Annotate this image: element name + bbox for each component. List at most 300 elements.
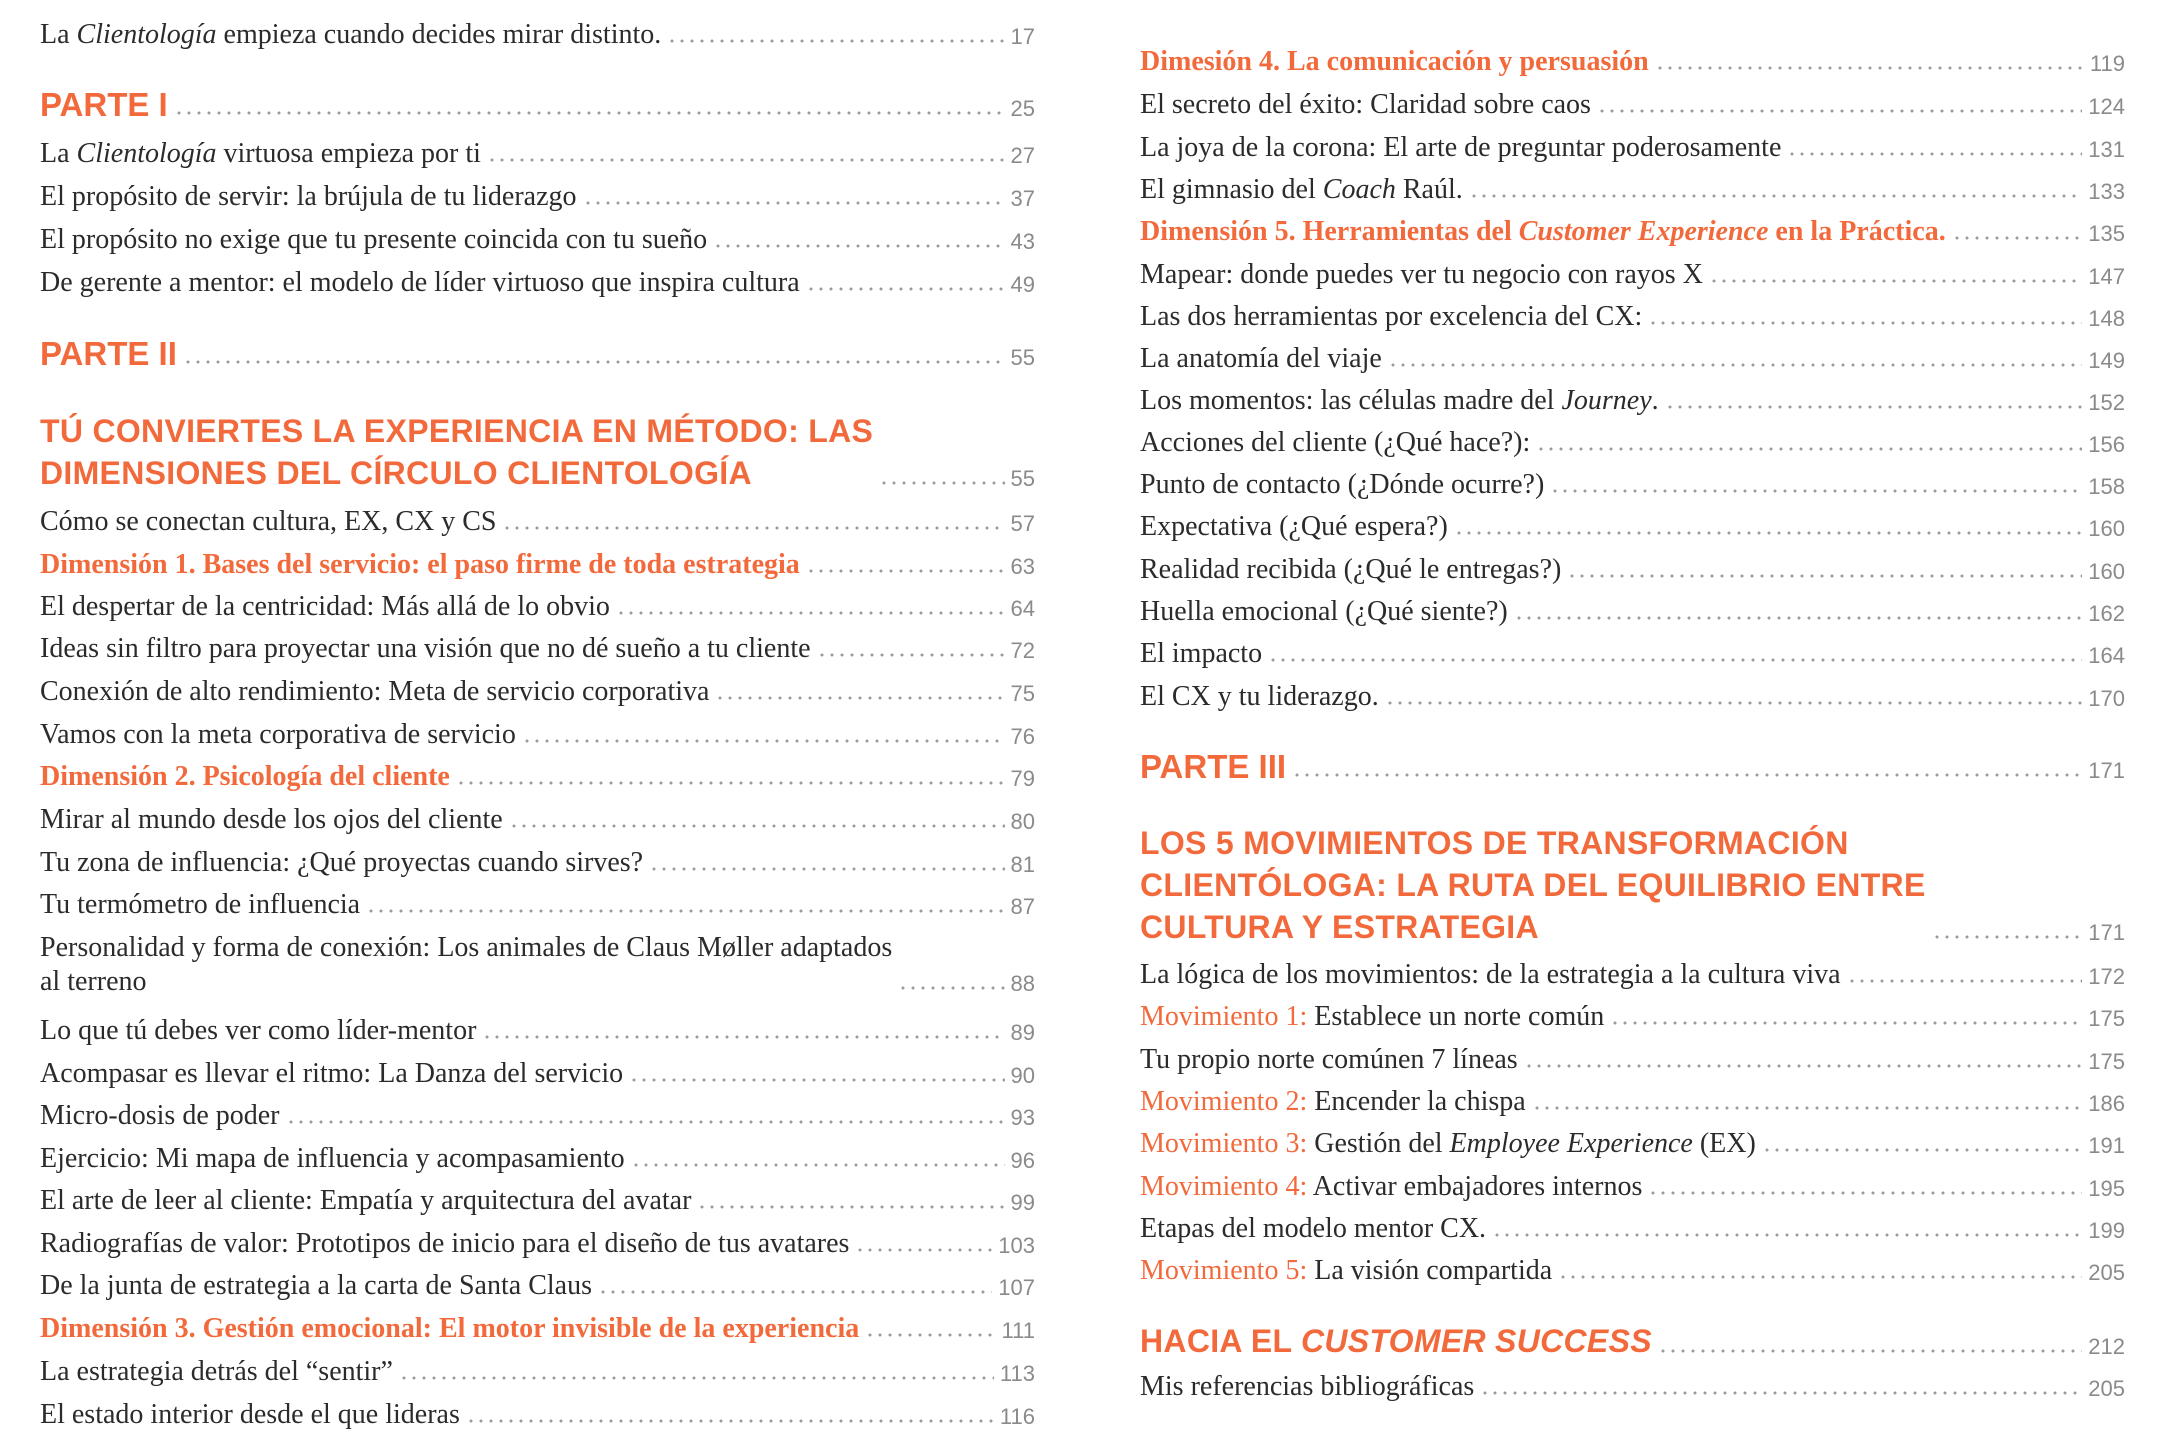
toc-entry bbox=[1140, 426, 2125, 460]
page-number: 55 bbox=[1010, 345, 1035, 370]
entry-title bbox=[40, 1355, 393, 1389]
page-number: 119 bbox=[2089, 51, 2125, 76]
page-number: 147 bbox=[2088, 264, 2125, 289]
page-number: 27 bbox=[1010, 143, 1035, 168]
toc-entry bbox=[1140, 553, 2125, 587]
entry-title bbox=[40, 1099, 280, 1133]
entry-title bbox=[1140, 748, 1286, 786]
title-segment: El CX y tu liderazgo. bbox=[1140, 681, 1379, 712]
page-number: 87 bbox=[1010, 894, 1035, 919]
page-number: 90 bbox=[1010, 1063, 1035, 1088]
dot-leader bbox=[616, 606, 1005, 616]
page-number: 81 bbox=[1010, 852, 1035, 877]
entry-title bbox=[1140, 1127, 1756, 1161]
page-number: 75 bbox=[1010, 681, 1035, 706]
dot-leader bbox=[806, 564, 1005, 574]
toc-entry bbox=[40, 18, 1035, 52]
entry-title bbox=[1140, 173, 1463, 207]
title-segment: Expectativa (¿Qué espera?) bbox=[1140, 511, 1448, 542]
title-segment: virtuosa empieza por ti bbox=[216, 138, 481, 169]
page-number: 186 bbox=[2088, 1091, 2125, 1116]
entry-title bbox=[40, 1227, 849, 1261]
toc-section-heading bbox=[1140, 822, 2125, 948]
toc-entry bbox=[40, 888, 1035, 922]
entry-title bbox=[40, 803, 503, 837]
toc-part-heading bbox=[1140, 748, 2125, 786]
toc-entry bbox=[40, 632, 1035, 666]
title-segment: El estado interior desde el que lideras bbox=[40, 1399, 460, 1430]
entry-title bbox=[1140, 384, 1659, 418]
toc-entry bbox=[40, 846, 1035, 880]
title-segment: Establece un norte común bbox=[1307, 1001, 1605, 1032]
title-segment: Dimesión 4. La comunicación y persuasión bbox=[1140, 46, 1649, 77]
page-number: 116 bbox=[999, 1404, 1035, 1429]
entry-title bbox=[1140, 1000, 1604, 1034]
toc-entry bbox=[1140, 88, 2125, 122]
dot-leader bbox=[1536, 442, 2082, 452]
entry-title bbox=[40, 1014, 476, 1048]
entry-title bbox=[40, 505, 496, 539]
dot-leader bbox=[697, 1200, 1004, 1210]
entry-title bbox=[1140, 215, 1946, 249]
entry-title bbox=[1140, 258, 1703, 292]
toc-entry bbox=[1140, 637, 2125, 671]
entry-title bbox=[1140, 1043, 1518, 1077]
toc-entry bbox=[1140, 510, 2125, 544]
dot-leader bbox=[1480, 1386, 2082, 1396]
entry-title bbox=[40, 888, 360, 922]
toc-entry bbox=[1140, 1254, 2125, 1288]
dot-leader bbox=[1524, 1059, 2083, 1069]
toc-section-heading bbox=[1140, 1320, 2125, 1362]
toc-entry bbox=[40, 1099, 1035, 1133]
page-number: 49 bbox=[1010, 272, 1035, 297]
entry-title bbox=[40, 266, 800, 300]
title-segment: Activar embajadores internos bbox=[1307, 1171, 1643, 1202]
title-segment: El gimnasio del bbox=[1140, 174, 1323, 205]
dot-leader bbox=[898, 981, 1004, 991]
page-number: 124 bbox=[2088, 94, 2125, 119]
title-segment: Gestión del bbox=[1307, 1128, 1450, 1159]
page-number: 88 bbox=[1010, 971, 1035, 996]
page-number: 55 bbox=[1010, 466, 1035, 491]
title-segment: La bbox=[40, 138, 77, 169]
toc-entry bbox=[40, 675, 1035, 709]
dot-leader bbox=[598, 1285, 992, 1295]
toc-dimension-entry bbox=[40, 760, 1035, 794]
title-segment: El despertar de la centricidad: Más allá de lo obvio bbox=[40, 591, 610, 622]
dot-leader bbox=[466, 1414, 994, 1424]
title-segment: Coach bbox=[1322, 174, 1396, 205]
toc-entry bbox=[1140, 1170, 2125, 1204]
title-segment: Lo que tú debes ver como líder-mentor bbox=[40, 1015, 477, 1046]
page-number: 57 bbox=[1010, 511, 1035, 536]
title-segment: La anatomía del viaje bbox=[1140, 343, 1382, 374]
dot-leader bbox=[1567, 569, 2082, 579]
page-number: 160 bbox=[2088, 516, 2125, 541]
toc-entry bbox=[1140, 1127, 2125, 1161]
page-number: 133 bbox=[2088, 179, 2125, 204]
title-segment: Mirar al mundo desde los ojos del cliente bbox=[40, 804, 503, 835]
page-number: 113 bbox=[999, 1361, 1035, 1386]
toc-entry bbox=[40, 1142, 1035, 1176]
title-segment: LOS 5 MOVIMIENTOS DE TRANSFORMACIÓN bbox=[1140, 825, 1849, 861]
toc-entry bbox=[1140, 384, 2125, 418]
dot-leader bbox=[1787, 147, 2082, 157]
title-segment: Journey bbox=[1561, 385, 1652, 416]
title-segment: Micro-dosis de poder bbox=[40, 1100, 280, 1131]
entry-title bbox=[1140, 680, 1379, 714]
title-segment: La bbox=[40, 19, 77, 50]
page-number: 107 bbox=[998, 1275, 1035, 1300]
dot-leader bbox=[629, 1073, 1004, 1083]
title-segment: Ideas sin filtro para proyectar una visión que no dé sueño a tu cliente bbox=[40, 633, 811, 664]
title-segment: Acompasar es llevar el ritmo: La Danza del servicio bbox=[40, 1058, 624, 1089]
title-segment: Acciones del cliente (¿Qué hace?): bbox=[1140, 427, 1531, 458]
page-number: 195 bbox=[2088, 1176, 2125, 1201]
title-segment: Dimensión 5. Herramientas del bbox=[1140, 216, 1519, 247]
page-number: 17 bbox=[1010, 24, 1035, 49]
entry-title bbox=[1140, 1212, 1486, 1246]
toc-entry bbox=[40, 1398, 1035, 1432]
toc-entry bbox=[1140, 258, 2125, 292]
toc-entry bbox=[1140, 300, 2125, 334]
title-segment: Encender la chispa bbox=[1307, 1086, 1526, 1117]
entry-title bbox=[40, 1269, 592, 1303]
page-number: 160 bbox=[2088, 559, 2125, 584]
page-number: 96 bbox=[1010, 1148, 1035, 1173]
title-segment: El secreto del éxito: Claridad sobre caos bbox=[1140, 89, 1591, 120]
title-segment: HACIA EL bbox=[1140, 1323, 1301, 1359]
page-number: 175 bbox=[2088, 1006, 2125, 1031]
dot-leader bbox=[1932, 930, 2083, 940]
dot-leader bbox=[1648, 1186, 2082, 1196]
dot-leader bbox=[286, 1115, 1005, 1125]
dot-leader bbox=[1292, 768, 2082, 778]
title-segment: Dimensión 2. Psicología del cliente bbox=[40, 761, 450, 792]
page-number: 131 bbox=[2088, 137, 2125, 162]
movement-label: Movimiento 5: bbox=[1140, 1255, 1308, 1286]
title-segment: Dimensión 1. Bases del servicio: el paso firme de toda estrategia bbox=[40, 549, 800, 580]
movement-label: Movimiento 2: bbox=[1140, 1086, 1308, 1117]
entry-title bbox=[40, 18, 661, 52]
page-number: 76 bbox=[1010, 724, 1035, 749]
dot-leader bbox=[1952, 231, 2083, 241]
dot-leader bbox=[806, 282, 1005, 292]
toc-entry bbox=[40, 1355, 1035, 1389]
title-segment: Tu termómetro de influencia bbox=[40, 889, 361, 920]
entry-title bbox=[40, 180, 577, 214]
page-number: 99 bbox=[1010, 1190, 1035, 1215]
movement-label: Movimiento 4: bbox=[1140, 1171, 1308, 1202]
toc-entry bbox=[40, 1227, 1035, 1261]
page-number: 72 bbox=[1010, 638, 1035, 663]
entry-title bbox=[1140, 1254, 1552, 1288]
dot-leader bbox=[667, 34, 1004, 44]
toc-part-heading bbox=[40, 335, 1035, 373]
title-segment: empieza cuando decides mirar distinto. bbox=[216, 19, 662, 50]
page-number: 171 bbox=[2088, 758, 2125, 783]
dot-leader bbox=[1610, 1016, 2082, 1026]
toc-entry bbox=[40, 1184, 1035, 1218]
title-segment: CULTURA Y ESTRATEGIA bbox=[1140, 909, 1539, 945]
toc-dimension-entry bbox=[40, 1312, 1035, 1346]
dot-leader bbox=[817, 648, 1005, 658]
entry-title bbox=[40, 718, 516, 752]
dot-leader bbox=[583, 196, 1005, 206]
page-number: 175 bbox=[2088, 1049, 2125, 1074]
dot-leader bbox=[1454, 526, 2082, 536]
entry-title bbox=[1140, 468, 1544, 502]
entry-title bbox=[1140, 1085, 1526, 1119]
dot-leader bbox=[855, 1243, 992, 1253]
entry-title bbox=[40, 1184, 691, 1218]
page-number: 156 bbox=[2088, 432, 2125, 457]
dot-leader bbox=[1847, 974, 2083, 984]
page-number: 199 bbox=[2088, 1218, 2125, 1243]
dot-leader bbox=[1492, 1228, 2082, 1238]
toc-entry bbox=[40, 223, 1035, 257]
toc-entry bbox=[40, 1269, 1035, 1303]
dot-leader bbox=[183, 355, 1005, 365]
page-number: 164 bbox=[2088, 643, 2125, 668]
dot-leader bbox=[1385, 696, 2083, 706]
title-segment: La estrategia detrás del “sentir” bbox=[40, 1356, 393, 1387]
page-number: 93 bbox=[1010, 1105, 1035, 1130]
toc-entry bbox=[1140, 1370, 2125, 1404]
title-segment: Cómo se conectan cultura, EX, CX y CS bbox=[40, 506, 497, 537]
dot-leader bbox=[1532, 1101, 2083, 1111]
page-number: 64 bbox=[1010, 596, 1035, 621]
dot-leader bbox=[649, 862, 1004, 872]
toc-entry bbox=[1140, 958, 2125, 992]
dot-leader bbox=[1597, 104, 2082, 114]
title-segment: al terreno bbox=[40, 966, 147, 997]
page-number: 162 bbox=[2088, 601, 2125, 626]
entry-title bbox=[40, 137, 481, 171]
dot-leader bbox=[509, 819, 1005, 829]
page-number: 205 bbox=[2088, 1376, 2125, 1401]
entry-title bbox=[40, 590, 610, 624]
title-segment: Dimensión 3. Gestión emocional: El motor invisible de la experiencia bbox=[40, 1313, 860, 1344]
toc-entry bbox=[1140, 595, 2125, 629]
page-number: 103 bbox=[998, 1233, 1035, 1258]
title-segment: Employee Experience bbox=[1449, 1128, 1693, 1159]
dot-leader bbox=[1558, 1270, 2082, 1280]
entry-title bbox=[40, 1057, 623, 1091]
page-number: 148 bbox=[2088, 306, 2125, 331]
entry-title bbox=[1140, 131, 1781, 165]
entry-title bbox=[1140, 958, 1841, 992]
toc-entry bbox=[1140, 1043, 2125, 1077]
page-number: 79 bbox=[1010, 766, 1035, 791]
entry-title bbox=[1140, 553, 1561, 587]
title-segment: Raúl. bbox=[1395, 174, 1463, 205]
toc-entry bbox=[1140, 173, 2125, 207]
dot-leader bbox=[1658, 1344, 2082, 1354]
page-number: 89 bbox=[1010, 1020, 1035, 1045]
title-segment: El propósito de servir: la brújula de tu liderazgo bbox=[40, 181, 577, 212]
dot-leader bbox=[1469, 189, 2083, 199]
entry-title bbox=[40, 1312, 859, 1346]
toc-entry bbox=[1140, 680, 2125, 714]
entry-title bbox=[1140, 595, 1508, 629]
dot-leader bbox=[1514, 611, 2083, 621]
dot-leader bbox=[487, 153, 1005, 163]
entry-title bbox=[1140, 510, 1448, 544]
title-segment: en la Práctica. bbox=[1768, 216, 1946, 247]
page-number: 172 bbox=[2088, 964, 2125, 989]
toc-entry bbox=[40, 718, 1035, 752]
toc-entry bbox=[1140, 1000, 2125, 1034]
entry-title bbox=[40, 548, 800, 582]
toc-entry bbox=[40, 137, 1035, 171]
title-segment: Las dos herramientas por excelencia del CX: bbox=[1140, 301, 1643, 332]
entry-title bbox=[1140, 342, 1382, 376]
toc-dimension-entry bbox=[1140, 215, 2125, 249]
dot-leader bbox=[1648, 316, 2082, 326]
dot-leader bbox=[366, 904, 1004, 914]
title-segment: La visión compartida bbox=[1307, 1255, 1553, 1286]
page-number: 152 bbox=[2088, 390, 2125, 415]
toc-entry bbox=[40, 266, 1035, 300]
entry-title bbox=[40, 931, 892, 999]
title-segment: Tu propio norte comúnen 7 líneas bbox=[1140, 1044, 1518, 1075]
title-segment: Mapear: donde puedes ver tu negocio con rayos X bbox=[1140, 259, 1703, 290]
entry-title bbox=[1140, 1370, 1474, 1404]
title-segment: Mis referencias bibliográficas bbox=[1140, 1371, 1475, 1402]
dot-leader bbox=[865, 1328, 995, 1338]
toc-entry bbox=[40, 590, 1035, 624]
movement-label: Movimiento 1: bbox=[1140, 1001, 1308, 1032]
page-number: 111 bbox=[1001, 1318, 1035, 1343]
dot-leader bbox=[879, 476, 1004, 486]
dot-leader bbox=[399, 1371, 994, 1381]
title-segment: PARTE III bbox=[1140, 748, 1287, 785]
title-segment: . bbox=[1651, 385, 1659, 416]
toc-dimension-entry bbox=[40, 548, 1035, 582]
entry-title bbox=[40, 675, 709, 709]
entry-title bbox=[40, 846, 643, 880]
page-number: 63 bbox=[1010, 554, 1035, 579]
entry-title bbox=[40, 760, 450, 794]
dot-leader bbox=[713, 239, 1004, 249]
page-number: 149 bbox=[2088, 348, 2125, 373]
title-segment: Clientología bbox=[76, 19, 217, 50]
title-segment: El propósito no exige que tu presente coincida con tu sueño bbox=[40, 224, 708, 255]
title-segment: Los momentos: las células madre del bbox=[1140, 385, 1562, 416]
page-number: 135 bbox=[2088, 221, 2125, 246]
title-segment: Huella emocional (¿Qué siente?) bbox=[1140, 596, 1508, 627]
dot-leader bbox=[715, 691, 1004, 701]
title-segment: Ejercicio: Mi mapa de influencia y acompasamiento bbox=[40, 1143, 625, 1174]
title-segment: Punto de contacto (¿Dónde ocurre?) bbox=[1140, 469, 1545, 500]
entry-title bbox=[40, 1142, 625, 1176]
title-segment: El impacto bbox=[1140, 638, 1263, 669]
toc-entry bbox=[1140, 468, 2125, 502]
toc-entry bbox=[40, 931, 1035, 999]
toc-entry bbox=[40, 803, 1035, 837]
entry-title bbox=[40, 410, 873, 494]
title-segment: (EX) bbox=[1692, 1128, 1756, 1159]
entry-title bbox=[40, 1398, 460, 1432]
dot-leader bbox=[482, 1030, 1004, 1040]
dot-leader bbox=[502, 521, 1004, 531]
page-number: 158 bbox=[2088, 474, 2125, 499]
toc-entry bbox=[40, 1014, 1035, 1048]
toc-part-heading bbox=[40, 86, 1035, 124]
page-number: 37 bbox=[1010, 186, 1035, 211]
dot-leader bbox=[1709, 274, 2082, 284]
dot-leader bbox=[456, 776, 1005, 786]
entry-title bbox=[40, 335, 177, 373]
dot-leader bbox=[1388, 358, 2083, 368]
page-number: 205 bbox=[2088, 1260, 2125, 1285]
entry-title bbox=[1140, 45, 1649, 79]
title-segment: El arte de leer al cliente: Empatía y arquitectura del avatar bbox=[40, 1185, 692, 1216]
dot-leader bbox=[1762, 1143, 2082, 1153]
toc-entry bbox=[40, 505, 1035, 539]
title-segment: Clientología bbox=[76, 138, 217, 169]
page-number: 171 bbox=[2088, 920, 2125, 945]
toc-entry bbox=[1140, 342, 2125, 376]
title-segment: Realidad recibida (¿Qué le entregas?) bbox=[1140, 554, 1562, 585]
dot-leader bbox=[631, 1158, 1005, 1168]
entry-title bbox=[1140, 637, 1262, 671]
title-segment: La lógica de los movimientos: de la estrategia a la cultura viva bbox=[1140, 959, 1841, 990]
toc-dimension-entry bbox=[1140, 45, 2125, 79]
title-segment: Tu zona de influencia: ¿Qué proyectas cuando sirves? bbox=[40, 847, 644, 878]
title-segment: Etapas del modelo mentor CX. bbox=[1140, 1213, 1487, 1244]
title-segment: Conexión de alto rendimiento: Meta de servicio corporativa bbox=[40, 676, 710, 707]
toc-entry bbox=[1140, 1085, 2125, 1119]
entry-title bbox=[1140, 1320, 1652, 1362]
title-segment: PARTE II bbox=[40, 335, 177, 372]
dot-leader bbox=[1268, 653, 2082, 663]
entry-title bbox=[1140, 426, 1530, 460]
toc-entry bbox=[40, 1057, 1035, 1091]
toc-entry bbox=[40, 180, 1035, 214]
title-segment: Personalidad y forma de conexión: Los animales de Claus Møller adaptados bbox=[40, 932, 893, 963]
entry-title bbox=[1140, 822, 1926, 948]
toc-section-heading bbox=[40, 410, 1035, 494]
dot-leader bbox=[1655, 61, 2084, 71]
page-number: 191 bbox=[2088, 1133, 2125, 1158]
entry-title bbox=[40, 632, 811, 666]
title-segment: La joya de la corona: El arte de preguntar poderosamente bbox=[1140, 132, 1782, 163]
toc-entry bbox=[1140, 131, 2125, 165]
entry-title bbox=[40, 223, 707, 257]
dot-leader bbox=[522, 734, 1005, 744]
title-segment: DIMENSIONES DEL CÍRCULO CLIENTOLOGÍA bbox=[40, 455, 752, 491]
page-number: 170 bbox=[2088, 686, 2125, 711]
title-segment: Radiografías de valor: Prototipos de inicio para el diseño de tus avatares bbox=[40, 1228, 850, 1259]
movement-label: Movimiento 3: bbox=[1140, 1128, 1308, 1159]
entry-title bbox=[1140, 1170, 1642, 1204]
page-number: 80 bbox=[1010, 809, 1035, 834]
entry-title bbox=[40, 86, 168, 124]
title-segment: CLIENTÓLOGA: LA RUTA DEL EQUILIBRIO ENTRE bbox=[1140, 867, 1926, 903]
page-number: 25 bbox=[1010, 96, 1035, 121]
title-segment: De gerente a mentor: el modelo de líder virtuoso que inspira cultura bbox=[40, 267, 800, 298]
title-segment: TÚ CONVIERTES LA EXPERIENCIA EN MÉTODO: LAS bbox=[40, 413, 874, 449]
entry-title bbox=[1140, 88, 1591, 122]
entry-title bbox=[1140, 300, 1642, 334]
title-segment: De la junta de estrategia a la carta de Santa Claus bbox=[40, 1270, 592, 1301]
title-segment: CUSTOMER SUCCESS bbox=[1300, 1323, 1652, 1359]
page-number: 43 bbox=[1010, 229, 1035, 254]
title-segment: PARTE I bbox=[40, 86, 168, 123]
